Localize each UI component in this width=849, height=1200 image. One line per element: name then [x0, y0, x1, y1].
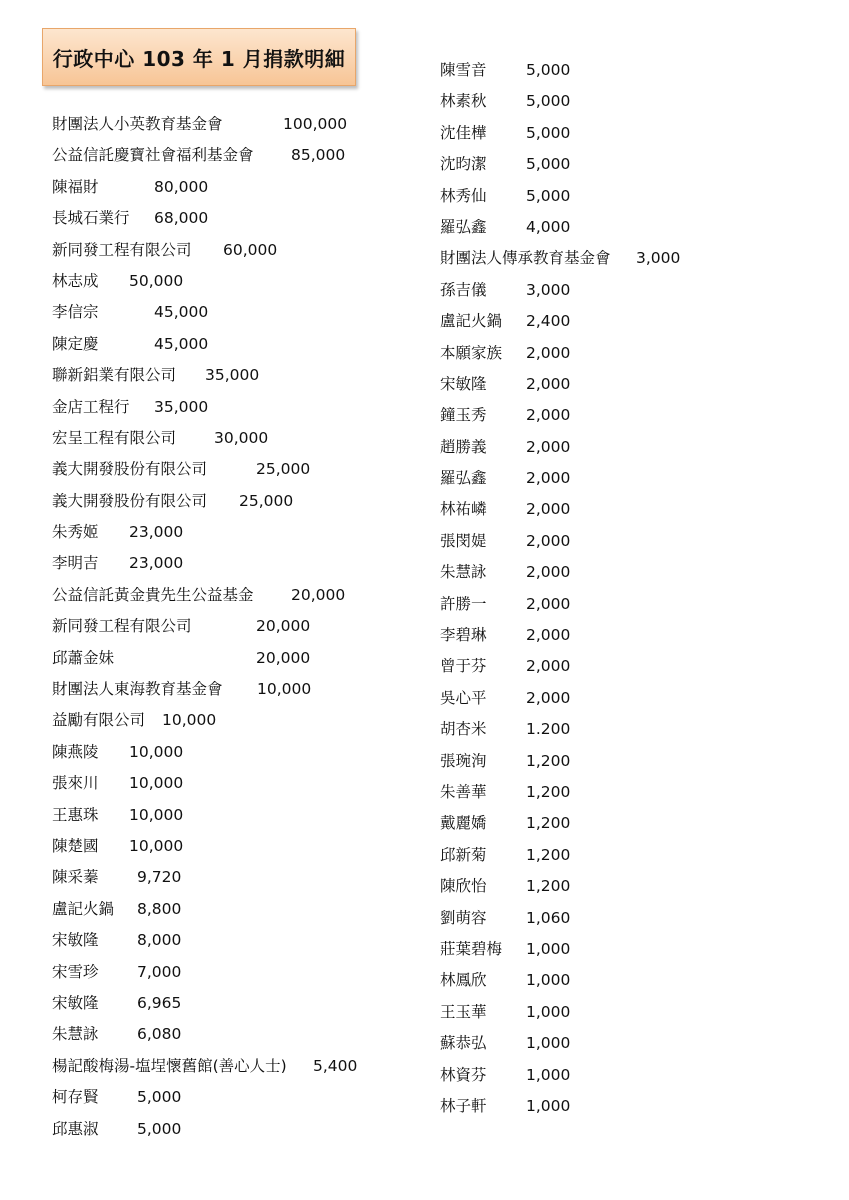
donation-amount: 5,000	[526, 123, 571, 142]
donor-name: 公益信託慶寶社會福利基金會	[52, 146, 254, 165]
donor-name: 新同發工程有限公司	[52, 240, 192, 259]
donation-amount: 6,080	[137, 1025, 182, 1044]
donor-name: 朱秀姬	[52, 523, 99, 542]
donor-name: 邱惠淑	[52, 1119, 99, 1138]
donor-name: 新同發工程有限公司	[52, 617, 192, 636]
donation-amount: 2,000	[526, 531, 571, 550]
donor-name: 蘇恭弘	[440, 1034, 487, 1053]
donation-amount: 10,000	[162, 711, 217, 730]
donor-name: 義大開發股份有限公司	[52, 491, 208, 510]
donor-name: 羅弘鑫	[440, 469, 487, 488]
donation-amount: 4,000	[526, 217, 571, 236]
donor-name: 沈佳樺	[440, 123, 487, 142]
donation-amount: 68,000	[154, 209, 209, 228]
donation-amount: 20,000	[256, 617, 311, 636]
donor-name: 沈昀潔	[440, 155, 487, 174]
donation-amount: 5,000	[526, 92, 571, 111]
donor-name: 楊記酸梅湯-塩埕懷舊館(善心人士)	[52, 1056, 287, 1075]
donation-amount: 1,000	[526, 1002, 571, 1021]
donation-amount: 2,000	[526, 469, 571, 488]
donation-amount: 2,000	[526, 563, 571, 582]
donor-name: 林志成	[52, 271, 99, 290]
donation-amount: 6,965	[137, 993, 182, 1012]
donor-name: 陳雪音	[440, 61, 487, 79]
donation-amount: 10,000	[129, 805, 184, 824]
donation-amount: 45,000	[154, 303, 209, 322]
donor-name: 公益信託黃金貴先生公益基金	[52, 585, 254, 604]
donation-amount: 10,000	[129, 742, 184, 761]
donor-name: 宋雪珍	[52, 962, 99, 981]
donor-name: 陳定慶	[52, 334, 99, 353]
donor-name: 邱蕭金妹	[52, 648, 115, 667]
donor-name: 張閔媞	[440, 531, 487, 550]
donor-name: 李信宗	[52, 303, 99, 322]
donor-name: 趙勝義	[440, 437, 487, 456]
title-box	[42, 28, 356, 86]
donor-name: 陳采蓁	[52, 868, 99, 887]
donor-name: 財團法人東海教育基金會	[52, 680, 223, 699]
donation-amount: 50,000	[129, 271, 184, 290]
donor-name: 盧記火鍋	[52, 899, 115, 918]
donation-amount: 60,000	[223, 240, 278, 259]
donation-amount: 5,000	[526, 155, 571, 174]
donation-amount: 8,800	[137, 899, 182, 918]
donation-amount: 2,000	[526, 626, 571, 645]
donor-name: 陳福財	[52, 177, 99, 196]
donation-amount: 7,000	[137, 962, 182, 981]
donation-amount: 8,000	[137, 931, 182, 950]
donation-amount: 5,000	[526, 186, 571, 205]
donor-name: 莊葉碧梅	[440, 939, 503, 958]
donor-name: 朱善華	[440, 782, 487, 801]
donation-amount: 80,000	[154, 177, 209, 196]
donation-amount: 2,000	[526, 500, 571, 519]
donation-amount: 2,000	[526, 374, 571, 393]
donation-amount: 1,200	[526, 751, 571, 770]
donation-amount: 10,000	[129, 836, 184, 855]
donation-amount: 35,000	[154, 397, 209, 416]
donation-amount: 5,000	[137, 1119, 182, 1138]
donation-amount: 1,060	[526, 908, 571, 927]
donation-amount: 1,000	[526, 1096, 571, 1115]
donor-name: 益勵有限公司	[52, 711, 146, 730]
donor-name: 金店工程行	[52, 397, 130, 416]
donation-amount: 5,000	[526, 61, 571, 79]
donor-name: 林資芬	[440, 1065, 487, 1084]
donor-name: 鐘玉秀	[440, 406, 487, 425]
donor-name: 宋敏隆	[52, 931, 99, 950]
donor-name: 林祐嶙	[440, 500, 487, 519]
donor-name: 林鳳欣	[440, 971, 487, 990]
donor-name: 聯新鋁業有限公司	[52, 366, 177, 385]
donation-amount: 85,000	[291, 146, 346, 165]
donor-name: 陳楚國	[52, 836, 99, 855]
donation-amount: 20,000	[291, 585, 346, 604]
donation-amount: 1.200	[526, 720, 571, 739]
donor-name: 王玉華	[440, 1002, 487, 1021]
donor-name: 張來川	[52, 774, 99, 793]
donor-name: 吳心平	[440, 688, 487, 707]
donation-amount: 1,200	[526, 782, 571, 801]
donor-name: 陳欣怡	[440, 877, 487, 896]
donation-amount: 2,000	[526, 594, 571, 613]
donation-amount: 2,000	[526, 657, 571, 676]
donation-amount: 1,000	[526, 971, 571, 990]
donor-name: 盧記火鍋	[440, 312, 503, 331]
donor-name: 胡杏米	[440, 720, 487, 739]
donor-name: 李碧琳	[440, 626, 487, 645]
donation-amount: 23,000	[129, 554, 184, 573]
donor-name: 李明吉	[52, 554, 99, 573]
donation-amount: 10,000	[129, 774, 184, 793]
donation-amount: 1,200	[526, 877, 571, 896]
donor-name: 林秀仙	[440, 186, 487, 205]
donation-amount: 3,000	[636, 249, 681, 268]
donation-amount: 5,000	[137, 1088, 182, 1107]
donor-name: 宋敏隆	[52, 993, 99, 1012]
donation-amount: 35,000	[205, 366, 260, 385]
donor-name: 曾于芬	[440, 657, 487, 676]
donor-name: 財團法人小英教育基金會	[52, 115, 223, 133]
donation-amount: 5,400	[313, 1056, 358, 1075]
donor-name: 張琬洵	[440, 751, 487, 770]
donation-amount: 1,200	[526, 814, 571, 833]
donor-name: 朱慧詠	[52, 1025, 99, 1044]
donation-amount: 2,000	[526, 343, 571, 362]
donor-name: 義大開發股份有限公司	[52, 460, 208, 479]
donor-name: 王惠珠	[52, 805, 99, 824]
donation-amount: 2,000	[526, 437, 571, 456]
donation-amount: 25,000	[256, 460, 311, 479]
donation-amount: 100,000	[283, 115, 348, 133]
donation-amount: 2,400	[526, 312, 571, 331]
donation-amount: 10,000	[257, 680, 312, 699]
donor-name: 朱慧詠	[440, 563, 487, 582]
donation-amount: 45,000	[154, 334, 209, 353]
donor-name: 柯存賢	[52, 1088, 99, 1107]
donor-name: 陳燕陵	[52, 742, 99, 761]
donation-amount: 1,000	[526, 1034, 571, 1053]
donation-amount: 1,200	[526, 845, 571, 864]
donation-amount: 2,000	[526, 688, 571, 707]
donation-amount: 2,000	[526, 406, 571, 425]
donor-name: 林子軒	[440, 1096, 487, 1115]
donor-name: 許勝一	[440, 594, 487, 613]
donor-name: 劉萌容	[440, 908, 487, 927]
donation-amount: 23,000	[129, 523, 184, 542]
donor-name: 戴麗嬌	[440, 814, 487, 833]
donor-name: 林素秋	[440, 92, 487, 111]
donor-name: 羅弘鑫	[440, 217, 487, 236]
donation-amount: 9,720	[137, 868, 182, 887]
donation-amount: 3,000	[526, 280, 571, 299]
donor-name: 財團法人傳承教育基金會	[440, 249, 611, 268]
donation-amount: 30,000	[214, 428, 269, 447]
donation-amount: 20,000	[256, 648, 311, 667]
donation-amount: 1,000	[526, 939, 571, 958]
donor-name: 邱新菊	[440, 845, 487, 864]
donor-name: 宏呈工程有限公司	[52, 428, 177, 447]
donation-amount: 1,000	[526, 1065, 571, 1084]
donor-name: 孫吉儀	[440, 280, 487, 299]
donor-name: 本願家族	[440, 343, 503, 362]
donor-name: 宋敏隆	[440, 374, 487, 393]
donor-name: 長城石業行	[52, 209, 130, 228]
page-title: 行政中心 103 年 1 月捐款明細	[52, 46, 346, 71]
donation-amount: 25,000	[239, 491, 294, 510]
